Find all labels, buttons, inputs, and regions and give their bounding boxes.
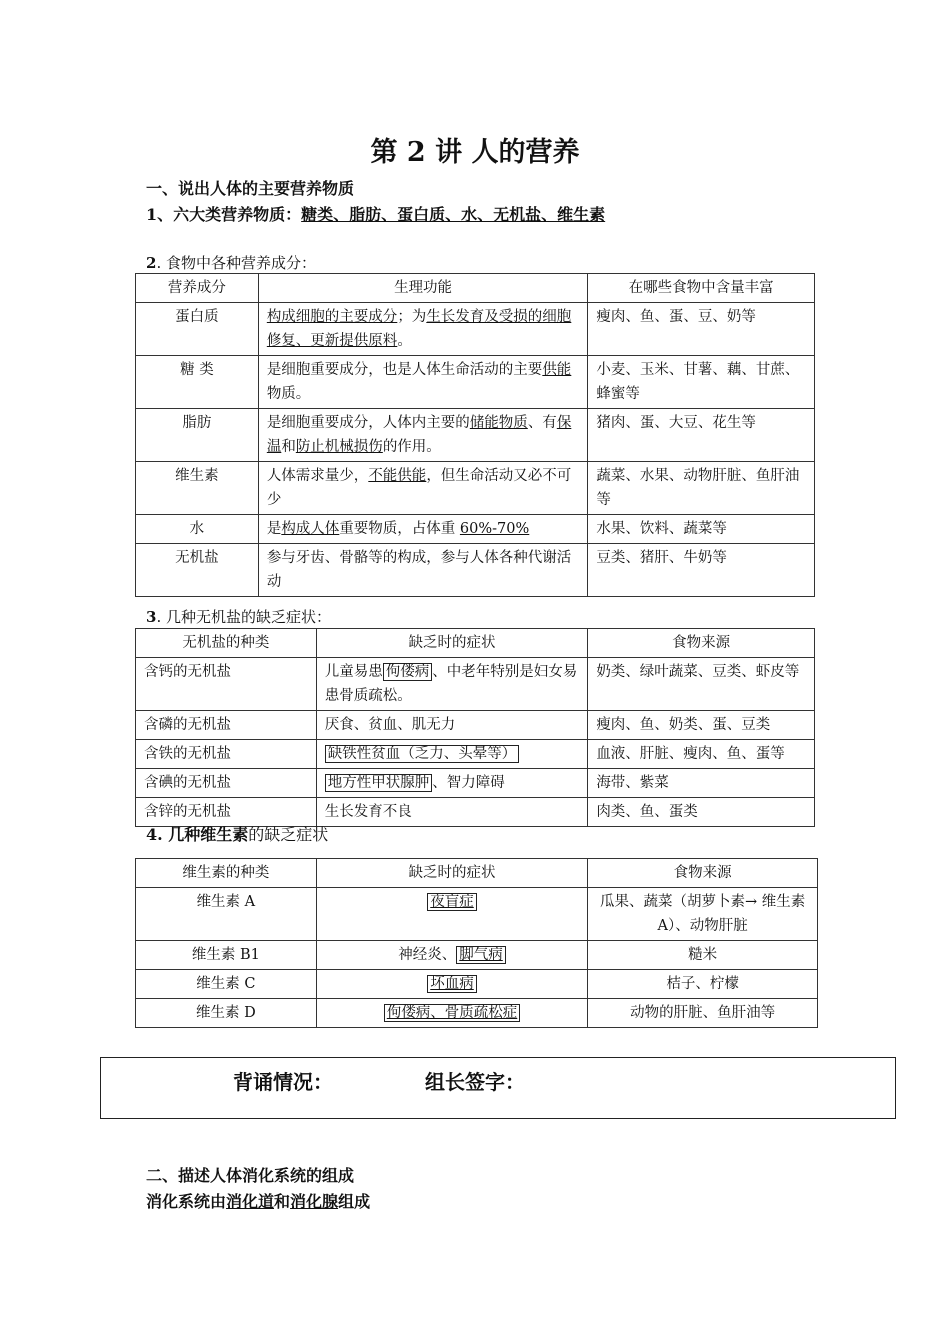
nutrient-food: 豆类、猪肝、牛奶等 <box>588 544 815 597</box>
caption-text: . 几种无机盐的缺乏症状： <box>156 608 331 626</box>
nutrient-food: 瘦肉、鱼、蛋、豆、奶等 <box>588 303 815 356</box>
nutrients-prefix: 1、六大类营养物质： <box>146 205 302 224</box>
table-header-row <box>136 859 818 888</box>
text-run: 消化腺 <box>290 1192 339 1211</box>
header-cell: 营养成分 <box>136 274 259 303</box>
mineral-symptom: 厌食、贫血、肌无力 <box>316 711 588 740</box>
text-run: 生长发育及受损的细胞修复、更新提供原料 <box>266 309 572 349</box>
table-row <box>136 740 815 769</box>
vitamins-table <box>135 858 818 1028</box>
vitamin-name: 维生素 C <box>136 970 317 999</box>
vitamin-name: 维生素 B1 <box>136 941 317 970</box>
text-run: 构成人体 <box>281 521 340 537</box>
nutrient-name: 水 <box>136 515 259 544</box>
vitamin-name: 维生素 A <box>136 888 317 941</box>
mineral-name: 含磷的无机盐 <box>136 711 317 740</box>
text-run: 不能供能 <box>368 468 427 484</box>
recitation-status-label: 背诵情况： <box>233 1070 333 1094</box>
vitamin-symptom <box>316 970 588 999</box>
text-run: 、智力障碍 <box>432 775 505 791</box>
boxed-term: 脚气病 <box>456 946 506 964</box>
table-row <box>136 409 815 462</box>
table-row <box>136 941 818 970</box>
recitation-box <box>100 1057 896 1119</box>
nutrient-name: 无机盐 <box>136 544 259 597</box>
nutrient-food: 猪肉、蛋、大豆、花生等 <box>588 409 815 462</box>
caption-bold: . 几种维生素 <box>157 825 249 844</box>
table-header-row <box>136 274 815 303</box>
vitamin-symptom <box>316 888 588 941</box>
text-run: 防止机械损伤 <box>295 439 383 455</box>
text-run: 是细胞重要成分，人体内主要的 <box>266 415 470 431</box>
table-row <box>136 970 818 999</box>
mineral-symptom <box>316 740 588 769</box>
caption-number: 3 <box>146 608 157 626</box>
text-run: 、中老年特别是妇女易患骨质疏松。 <box>324 664 578 704</box>
text-run: 物质。 <box>266 386 311 402</box>
table-row <box>136 711 815 740</box>
boxed-term: 坏血病 <box>427 975 477 993</box>
header-cell: 无机盐的种类 <box>136 629 317 658</box>
text-run: 和 <box>281 439 296 455</box>
nutrients-table <box>135 273 815 597</box>
table-2-caption <box>146 606 331 627</box>
mineral-food: 海带、紫菜 <box>588 769 815 798</box>
text-run: 人体需求量少， <box>266 468 369 484</box>
table-1-caption <box>146 252 316 273</box>
table-row <box>136 303 815 356</box>
vitamin-food: 动物的肝脏、鱼肝油等 <box>588 999 818 1028</box>
header-cell: 维生素的种类 <box>136 859 317 888</box>
header-cell: 在哪些食物中含量丰富 <box>588 274 815 303</box>
mineral-symptom <box>316 658 588 711</box>
group-leader-signature-label: 组长签字： <box>425 1070 525 1094</box>
text-run: 是细胞重要成分，也是人体生命活动的主要 <box>266 362 543 378</box>
mineral-symptom <box>316 769 588 798</box>
mineral-food: 奶类、绿叶蔬菜、豆类、虾皮等 <box>588 658 815 711</box>
nutrient-name: 蛋白质 <box>136 303 259 356</box>
nutrient-name: 脂肪 <box>136 409 259 462</box>
nutrient-function: 参与牙齿、骨骼等的构成，参与人体各种代谢活动 <box>258 544 588 597</box>
section-1-heading: 一、说出人体的主要营养物质 <box>146 179 355 198</box>
text-run: 消化道 <box>226 1192 275 1211</box>
vitamin-food: 桔子、柠檬 <box>588 970 818 999</box>
nutrient-name: 维生素 <box>136 462 259 515</box>
nutrient-function <box>258 409 588 462</box>
header-cell: 食物来源 <box>588 859 818 888</box>
vitamin-food: 糙米 <box>588 941 818 970</box>
table-row <box>136 356 815 409</box>
nutrient-function <box>258 356 588 409</box>
table-row <box>136 658 815 711</box>
boxed-term: 地方性甲状腺肿 <box>325 774 433 792</box>
nutrient-function <box>258 462 588 515</box>
text-run: 的作用。 <box>382 439 441 455</box>
mineral-name: 含碘的无机盐 <box>136 769 317 798</box>
mineral-name: 含锌的无机盐 <box>136 798 317 827</box>
table-row <box>136 462 815 515</box>
nutrient-function <box>258 515 588 544</box>
nutrients-list-line <box>146 202 605 225</box>
text-run: ，但生命活动又必不可少 <box>266 468 572 508</box>
text-run: 是 <box>266 521 282 537</box>
nutrient-name: 糖 类 <box>136 356 259 409</box>
text-run: 构成细胞的主要成分 <box>266 309 398 325</box>
caption-text: 的缺乏症状 <box>248 825 329 844</box>
header-cell: 生理功能 <box>258 274 588 303</box>
nutrient-food: 蔬菜、水果、动物肝脏、鱼肝油等 <box>588 462 815 515</box>
text-run: 儿童易患 <box>324 664 383 680</box>
nutrients-items: 糖类、脂肪、蛋白质、水、无机盐、维生素 <box>301 205 606 224</box>
caption-number: 4 <box>146 825 158 844</box>
text-run: 神经炎、 <box>398 947 457 963</box>
boxed-term: 佝偻病、骨质疏松症 <box>384 1004 521 1022</box>
table-row <box>136 769 815 798</box>
mineral-name: 含铁的无机盐 <box>136 740 317 769</box>
nutrient-food: 小麦、玉米、甘薯、藕、甘蔗、蜂蜜等 <box>588 356 815 409</box>
mineral-name: 含钙的无机盐 <box>136 658 317 711</box>
nutrient-function <box>258 303 588 356</box>
mineral-symptom: 生长发育不良 <box>316 798 588 827</box>
text-run: 重要物质，占体重 <box>339 521 460 537</box>
header-cell: 缺乏时的症状 <box>316 859 588 888</box>
table-row <box>136 888 818 941</box>
page-title: 第 2 讲 人的营养 <box>370 137 580 168</box>
boxed-term: 佝偻病 <box>383 663 433 681</box>
table-row <box>136 999 818 1028</box>
minerals-table <box>135 628 815 827</box>
boxed-term: 缺铁性贫血（乏力、头晕等） <box>325 745 520 763</box>
section-2-heading: 二、描述人体消化系统的组成 <box>146 1166 355 1185</box>
text-run: 保温 <box>266 415 572 455</box>
text-run: 60%-70% <box>459 521 530 537</box>
header-cell: 缺乏时的症状 <box>316 629 588 658</box>
header-cell: 食物来源 <box>588 629 815 658</box>
boxed-term: 夜盲症 <box>427 893 477 911</box>
vitamin-symptom <box>316 999 588 1028</box>
text-run: 供能 <box>542 362 572 378</box>
caption-number: 2 <box>146 254 157 272</box>
vitamin-name: 维生素 D <box>136 999 317 1028</box>
table-3-caption <box>146 822 328 845</box>
text-run: ；为 <box>397 309 427 325</box>
caption-text: . 食物中各种营养成分： <box>156 254 316 272</box>
table-row <box>136 544 815 597</box>
mineral-food: 瘦肉、鱼、奶类、蛋、豆类 <box>588 711 815 740</box>
vitamin-food: 瓜果、蔬菜（胡萝卜素→ 维生素 A）、动物肝脏 <box>588 888 818 941</box>
digestive-system-line <box>146 1189 370 1212</box>
mineral-food: 血液、肝脏、瘦肉、鱼、蛋等 <box>588 740 815 769</box>
table-row <box>136 515 815 544</box>
text-run: 储能物质 <box>469 415 528 431</box>
text-run: 组成 <box>338 1192 371 1211</box>
text-run: 、有 <box>527 415 557 431</box>
text-run: 消化系统由 <box>146 1192 227 1211</box>
mineral-food: 肉类、鱼、蛋类 <box>588 798 815 827</box>
table-header-row <box>136 629 815 658</box>
text-run: 和 <box>274 1192 291 1211</box>
vitamin-symptom <box>316 941 588 970</box>
text-run: 。 <box>397 333 412 349</box>
nutrient-food: 水果、饮料、蔬菜等 <box>588 515 815 544</box>
